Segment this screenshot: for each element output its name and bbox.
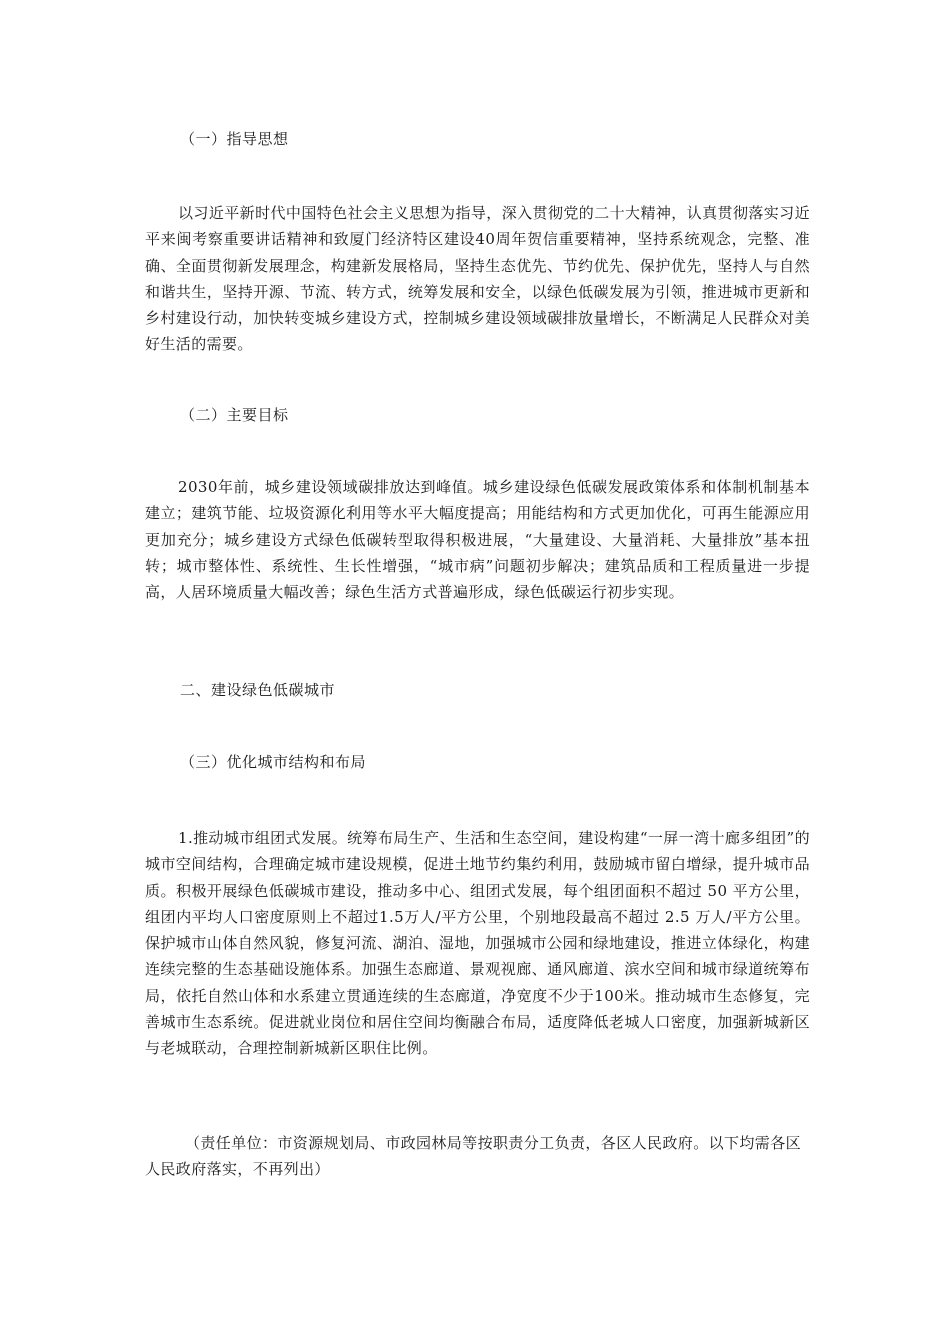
heading-main-goals: （二）主要目标 (180, 406, 289, 424)
heading-guiding-ideology: （一）指导思想 (180, 130, 289, 148)
heading-green-lowcarbon-city: 二、建设绿色低碳城市 (180, 681, 336, 699)
paragraph-cluster-development: 1.推动城市组团式发展。统筹布局生产、生活和生态空间，建设构建“一屏一湾十廊多组团”的城市空间结构，合理确定城市建设规模，促进土地节约集约利用，鼓励城市留白增绿，提升城市品质。积极开展绿色低碳城市建设，推动多中心、组团式发展，每个组团面积不超过 50 平方公里，组团内平均人口密度原则上不超过1.5万人/平方公里，个别地段最高不超过 2.5 万人/平方公里。保护城市山体自然风貌，修复河流、湖泊、湿地，加强城市公园和绿地建设，推进立体绿化，构建连续完整的生态基础设施体系。加强生态廊道、景观视廊、通风廊道、滨水空间和城市绿道统筹布局，依托自然山体和水系建立贯通连续的生态廊道，净宽度不少于100米。推动城市生态修复，完善城市生态系统。促进就业岗位和居住空间均衡融合布局，适度降低老城人口密度，加强新城新区与老城联动，合理控制新城新区职住比例。 (145, 829, 810, 1058)
heading-optimize-structure: （三）优化城市结构和布局 (180, 753, 367, 771)
paragraph-main-goals: 2030年前，城乡建设领域碳排放达到峰值。城乡建设绿色低碳发展政策体系和体制机制基本建立；建筑节能、垃圾资源化利用等水平大幅度提高；用能结构和方式更加优化，可再生能源应用更加充分；城乡建设方式绿色低碳转型取得积极进展，“大量建设、大量消耗、大量排放”基本扭转；城市整体性、系统性、生长性增强，“城市病”问题初步解决；建筑品质和工程质量进一步提高，人居环境质量大幅改善；绿色生活方式普遍形成，绿色低碳运行初步实现。 (145, 478, 810, 602)
paragraph-guiding-ideology: 以习近平新时代中国特色社会主义思想为指导，深入贯彻党的二十大精神，认真贯彻落实习近平来闽考察重要讲话精神和致厦门经济特区建设40周年贺信重要精神，坚持系统观念，完整、准确、全面贯彻新发展理念，构建新发展格局，坚持生态优先、节约优先、保护优先，坚持人与自然和谐共生，坚持开源、节流、转方式，统筹发展和安全，以绿色低碳发展为引领，推进城市更新和乡村建设行动，加快转变城乡建设方式，控制城乡建设领域碳排放量增长，不断满足人民群众对美好生活的需要。 (145, 204, 810, 354)
responsible-units-note: （责任单位：市资源规划局、市政园林局等按职责分工负责，各区人民政府。以下均需各区人民政府落实，不再列出） (145, 1134, 802, 1178)
